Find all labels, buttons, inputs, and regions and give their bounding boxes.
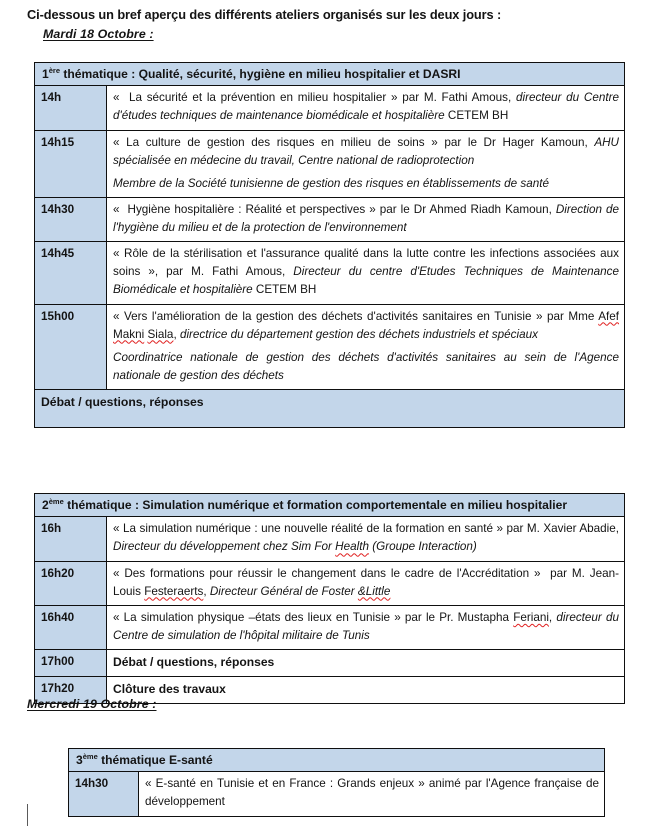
spellcheck-word: Festeraerts [144,584,204,598]
debat-cell: Débat / questions, réponses [35,390,625,428]
session-paragraph: Membre de la Société tunisienne de gestion des risques en établissements de santé [113,176,549,190]
session-paragraph: Coordinatrice nationale de gestion des déchets d'activités sanitaires au sein de l'Agence nationale de gestion des déchets [113,350,619,382]
theme-title: thématique : Simulation numérique et formation comportementale en milieu hospitalier [63,498,568,512]
time-cell: 14h45 [35,242,107,304]
table-row [35,304,625,390]
session-paragraph: « E-santé en Tunisie et en France : Grands enjeux » animé par l'Agence française de développement [145,777,599,809]
theme-header-cell [69,749,605,772]
time-cell: 14h15 [35,130,107,197]
time-cell: 14h30 [35,197,107,241]
theme-ordinal-suffix: ème [48,496,64,506]
session-description [107,605,625,649]
time-cell: 16h40 [35,605,107,649]
time-cell: 16h20 [35,561,107,605]
session-description: Clôture des travaux [107,676,625,703]
session-description [107,242,625,304]
spellcheck-word: Feriani [513,610,549,624]
table-row [69,772,605,816]
session-description [107,517,625,561]
theme-header-cell [35,494,625,517]
spellcheck-word: Health [335,540,369,554]
theme-ordinal-suffix: ème [82,751,98,761]
session-paragraph: « La simulation physique –états des lieux en Tunisie » par le Pr. Mustapha Feriani, directeur du Centre de simulation de l'hôpital militaire de Tunis [113,610,619,642]
table-row [35,517,625,561]
time-cell: 16h [35,517,107,561]
theme-number: 1 [42,67,49,81]
spellcheck-word: Siala [147,327,174,341]
session-paragraph: « Vers l'amélioration de la gestion des déchets d'activités sanitaires en Tunisie » par Mme Afef Makni Siala, directrice du département gestion des déchets industriels et spéciaux [113,309,619,341]
table-header-row [35,494,625,517]
table-row [35,650,625,677]
session-paragraph: « La simulation numérique : une nouvelle réalité de la formation en santé » par M. Xavier Abadie, Directeur du développement chez Sim For Health (Groupe Interaction) [113,522,619,554]
schedule-table-day1-theme2 [34,493,625,704]
theme-number: 2 [42,498,49,512]
session-paragraph: « La sécurité et la prévention en milieu hospitalier » par M. Fathi Amous, directeur du Centre d'études techniques de maintenance biomédicale et hospitalière CETEM BH [113,91,619,123]
session-paragraph: « La culture de gestion des risques en milieu de soins » par le Dr Hager Kamoun, AHU spécialisée en médecine du travail, Centre national de radioprotection [113,135,619,167]
time-cell: 17h00 [35,650,107,677]
spellcheck-word: Afef [598,309,619,323]
spellcheck-word: Makni [113,327,145,341]
page-margin-mark [27,804,28,826]
day-heading-mercredi: Mercredi 19 Octobre : [27,697,157,711]
theme-number: 3 [76,753,83,767]
day-heading-mardi: Mardi 18 Octobre : [43,27,154,41]
table-row [35,605,625,649]
session-description [107,86,625,130]
theme-header-cell [35,63,625,86]
time-cell: 17h20 [35,676,107,703]
session-description [107,304,625,390]
intro-paragraph: Ci-dessous un bref aperçu des différents ateliers organisés sur les deux jours : [27,7,502,22]
session-paragraph: « Rôle de la stérilisation et l'assurance qualité dans la lutte contre les infections associées aux soins », par M. Fathi Amous, Directeur du centre d'Etudes Techniques de Maintenance Biomédicale et hospitalière CETEM BH [113,247,619,297]
table-header-row [69,749,605,772]
session-description [107,197,625,241]
table-header-row [35,63,625,86]
table-row [35,197,625,241]
theme-ordinal-suffix: ère [48,65,60,75]
table-row [35,130,625,197]
table-row [35,242,625,304]
session-description [107,130,625,197]
session-paragraph: « Hygiène hospitalière : Réalité et perspectives » par le Dr Ahmed Riadh Kamoun, Direction de l'hygiène du milieu et de la protection de l'environnement [113,202,619,235]
session-paragraph: « Des formations pour réussir le changement dans le cadre de l'Accréditation » par M. Jean-Louis Festeraerts, Directeur Général de Foster &Little [113,566,619,598]
time-cell: 15h00 [35,304,107,390]
time-cell: 14h [35,86,107,130]
session-description: Débat / questions, réponses [107,650,625,677]
session-description [139,772,605,816]
spellcheck-word: &Little [357,584,391,598]
table-row [35,86,625,130]
theme-title: thématique E-santé [97,753,213,767]
session-description [107,561,625,605]
schedule-table-day1-theme1 [34,62,625,428]
time-cell: 14h30 [69,772,139,816]
theme-title: thématique : Qualité, sécurité, hygiène en milieu hospitalier et DASRI [60,67,461,81]
schedule-table-day2-theme3 [68,748,605,817]
table-footer-row [35,390,625,428]
table-row [35,561,625,605]
